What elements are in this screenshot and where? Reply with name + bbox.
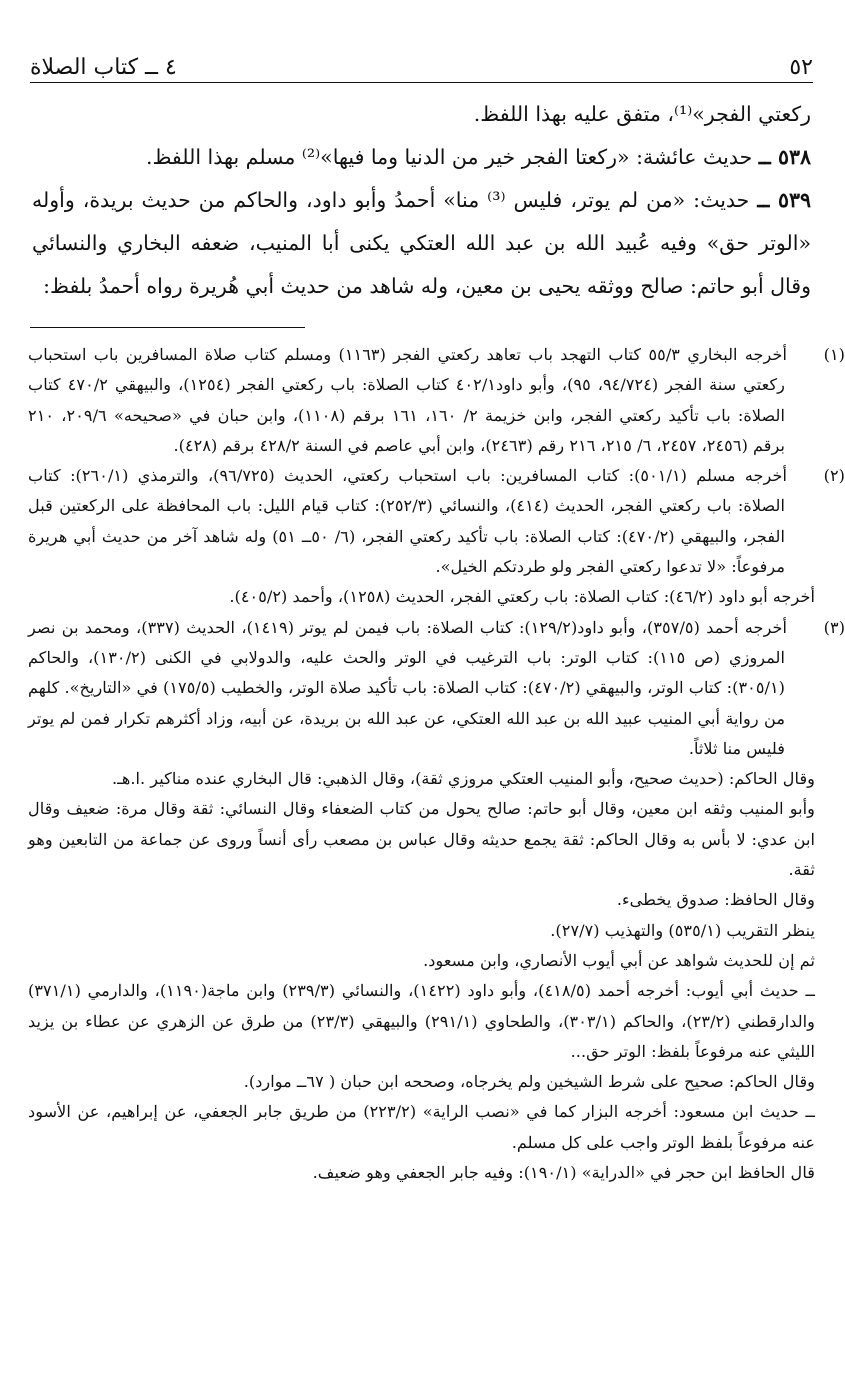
running-title: ٤ ــ كتاب الصلاة bbox=[30, 55, 177, 80]
footnote-number: (٣) bbox=[823, 617, 845, 637]
footnote-paragraph: وقال الحاكم: صحيح على شرط الشيخين ولم يخرجاه، وصححه ابن حبان ( ٦٧ــ موارد). bbox=[243, 1072, 815, 1092]
footnote-text: أخرجه البخاري ٥٥/٣ كتاب التهجد باب تعاهد ركعتي الفجر (١١٦٣) ومسلم كتاب صلاة المسافرين باب استحباب ركعتي سنة الفجر (٩٤/٧٢٤، ٩٥)، وأبو داود٤٠٢/١ كتاب الصلاة: باب ركعتي الفجر (١٢٥٤)، والبيهقي ٤٧٠/٢ كتاب الصلاة: باب تأكيد ركعتي الفجر، وابن خزيمة ٢/ ١٦٠، ١٦١ برقم (١١٠٨)، وابن حبان في «صحيحه» ٢٠٩/٦، ٢١٠ برقم (٢٤٥٦، ٢٤٥٧، ٦/ ٢١٥، ٢١٦ رقم (٢٤٦٣)، وابن أبي عاصم في السنة ٤٢٨/٢ برقم (٤٢٨). bbox=[28, 345, 787, 455]
footnote-paragraph: وقال الحافظ: صدوق يخطىء. bbox=[616, 890, 815, 910]
footnote-text: أخرجه أحمد (٣٥٧/٥)، وأبو داود(١٢٩/٢): كتاب الصلاة: باب فيمن لم يوتر (١٤١٩)، الحديث (٣٣٧)، ومحمد بن نصر المروزي (ص ١١٥): كتاب الوتر: باب الترغيب في الوتر والحث عليه، والدولابي في الكنى (١٣٠/٢)، والحاكم (٣٠٥/١): كتاب الوتر، والبيهقي (٤٧٠/٢): كتاب الصلاة: باب تأكيد صلاة الوتر، والخطيب (١٧٥/٥) في «التاريخ». كلهم من رواية أبي المنيب عبيد الله بن عبد الله العتكي، عن عبد الله بن بريدة، عن أبيه، وزاد أكثرهم تكرار فمن لم يوتر فليس منا ثلاثاً. bbox=[28, 617, 788, 758]
footnote-paragraph: قال الحافظ ابن حجر في «الدراية» (١٩٠/١): وفيه جابر الجعفي وهو ضعيف. bbox=[312, 1163, 815, 1183]
footnotes bbox=[28, 340, 845, 1188]
footnote-paragraph: ــ حديث ابن مسعود: أخرجه البزار كما في «نصب الراية» (٢٢٣/٢) من طريق جابر الجعفي، عن إبراهيم، عن الأسود عنه مرفوعاً بلفظ الوتر واجب على كل مسلم. bbox=[28, 1102, 815, 1152]
hadith-number: ٥٣٩ ــ bbox=[757, 188, 811, 212]
footnote-paragraph: وقال الحاكم: (حديث صحيح، وأبو المنيب العتكي مروزي ثقة)، وقال الذهبي: قال البخاري عنده مناكير .ا.هـ. bbox=[111, 769, 815, 789]
footnote-2-continuation: أخرجه أبو داود (٤٦/٢): كتاب الصلاة: باب ركعتي الفجر، الحديث (١٢٥٨)، وأحمد (٤٠٥/٢). bbox=[229, 587, 815, 607]
hadith-539 bbox=[32, 179, 811, 308]
hadith-538 bbox=[32, 136, 811, 179]
footnote-paragraph: ثم إن للحديث شواهد عن أبي أيوب الأنصاري، وابن مسعود. bbox=[423, 950, 815, 970]
footnote-1 bbox=[28, 340, 845, 461]
footnote-paragraph: ــ حديث أبي أيوب: أخرجه أحمد (٤١٨/٥)، وأبو داود (١٤٢٢)، والنسائي (٢٣٩/٣) وابن ماجة(١١٩٠)، والدارمي (٣٧١/١) والدارقطني (٢٣/٢)، والحاكم (٣٠٣/١)، والطحاوي (٢٩١/١) والبيهقي (٢٣/٣) من طرق عن الزهري عن عطاء بن يزيد الليثي عنه مرفوعاً بلفظ: الوتر حق... bbox=[28, 981, 815, 1061]
running-header bbox=[30, 40, 813, 83]
footnote-paragraph: ينظر التقريب (٥٣٥/١) والتهذيب (٢٧/٧). bbox=[550, 920, 815, 940]
page-number: ٥٢ bbox=[789, 55, 813, 80]
footnote-2 bbox=[28, 461, 845, 582]
hadith-text: حديث عائشة: «ركعتا الفجر خير من الدنيا وما فيها»⁽²⁾ مسلم بهذا اللفظ. bbox=[145, 145, 759, 169]
footnote-text: أخرجه مسلم (٥٠١/١): كتاب المسافرين: باب استحباب ركعتي، الحديث (٩٦/٧٢٥)، والترمذي (٢٦٠/١): كتاب الصلاة: باب ركعتي الفجر، الحديث (٤١٤)، والنسائي (٢٥٢/٣): كتاب قيام الليل: باب المحافظة على الركعتين قبل الفجر، والبيهقي (٤٧٠/٢): كتاب الصلاة: باب تأكيد ركعتي الفجر، (٦/ ٥٠ــ ٥١) وله شاهد آخر من حديث أبي هريرة مرفوعاً: «لا تدعوا ركعتي الفجر ولو طردتكم الخيل». bbox=[28, 466, 787, 577]
body-line-continuation: ركعتي الفجر»⁽¹⁾، متفق عليه بهذا اللفظ. bbox=[473, 102, 811, 126]
hadith-number: ٥٣٨ ــ bbox=[758, 145, 811, 169]
hadith-text: حديث: «من لم يوتر، فليس ⁽³⁾ منا» أحمدُ وأبو داود، والحاكم من حديث بريدة، وأوله «الوتر حق» وفيه عُبيد الله بن عبد الله العتكي يكنى أبا المنيب، ضعفه البخاري والنسائي وقال أبو حاتم: صالح ووثقه يحيى بن معين، وله شاهد من حديث أبي هُريرة رواه أحمدُ بلفظ: bbox=[32, 188, 811, 298]
footnote-number: (١) bbox=[823, 345, 845, 364]
main-text bbox=[32, 93, 811, 308]
footnote-3 bbox=[28, 613, 845, 764]
footnote-paragraph: وأبو المنيب وثقه ابن معين، وقال أبو حاتم: صالح يحول من كتاب الضعفاء وقال النسائي: ثقة وقال مرة: ضعيف وقال ابن عدي: لا بأس به وقال الحاكم: ثقة يجمع حديثه وقال عباس بن مصعب رأى أنساً وروى عن جماعة من التابعين وهو ثقة. bbox=[28, 799, 815, 880]
footnote-number: (٢) bbox=[823, 466, 845, 486]
footnote-separator bbox=[30, 327, 305, 328]
